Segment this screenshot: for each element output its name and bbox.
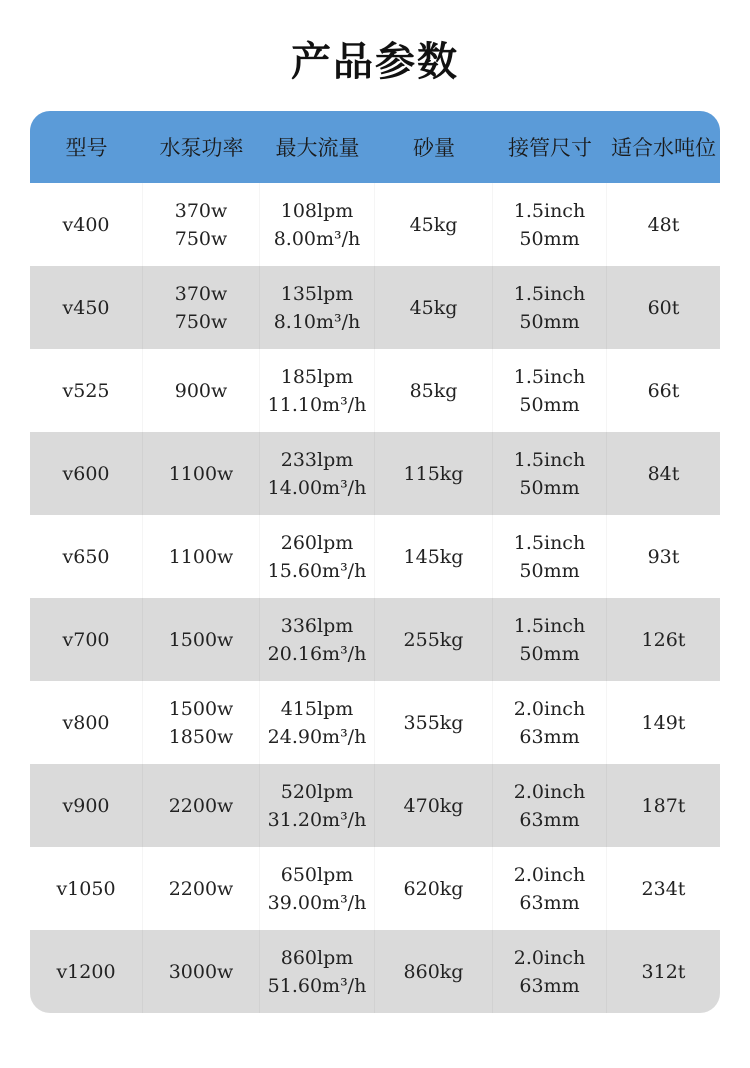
flow-value: 135lpm (280, 282, 354, 305)
capacity-cell (607, 515, 720, 598)
power-cell (143, 266, 260, 349)
flow-cell (260, 266, 375, 349)
table-row (30, 681, 720, 764)
capacity-cell (607, 681, 720, 764)
table-header (30, 111, 720, 183)
flow-cell (260, 515, 375, 598)
pipe-value: 63mm (519, 725, 580, 748)
pipe-value: 63mm (519, 891, 580, 914)
power-value: 1500w (168, 697, 234, 720)
col-header-model: 型号 (65, 136, 108, 160)
power-value: 1850w (168, 725, 234, 748)
capacity-value: 312t (641, 960, 686, 983)
capacity-cell (607, 349, 720, 432)
pipe-cell (493, 930, 607, 1013)
flow-value: 20.16m³/h (267, 642, 367, 665)
flow-value: 860lpm (280, 946, 354, 969)
table-row (30, 930, 720, 1013)
sand-value: 145kg (403, 545, 464, 568)
power-value: 750w (174, 227, 228, 250)
power-value: 900w (174, 379, 228, 402)
flow-value: 260lpm (280, 531, 354, 554)
flow-cell (260, 681, 375, 764)
power-cell (143, 432, 260, 515)
model-value: v700 (62, 628, 110, 651)
col-header-flow: 最大流量 (275, 136, 360, 160)
model-value: v800 (62, 711, 110, 734)
capacity-cell (607, 432, 720, 515)
flow-cell (260, 349, 375, 432)
model-cell (30, 598, 143, 681)
sand-value: 255kg (403, 628, 464, 651)
capacity-value: 149t (641, 711, 686, 734)
flow-value: 520lpm (280, 780, 354, 803)
sand-value: 470kg (403, 794, 464, 817)
sand-cell (375, 432, 493, 515)
pipe-value: 2.0inch (513, 946, 586, 969)
sand-value: 620kg (403, 877, 464, 900)
pipe-cell (493, 432, 607, 515)
pipe-value: 63mm (519, 808, 580, 831)
capacity-value: 126t (641, 628, 686, 651)
sand-cell (375, 681, 493, 764)
pipe-value: 50mm (519, 310, 580, 333)
model-cell (30, 930, 143, 1013)
model-cell (30, 515, 143, 598)
capacity-value: 60t (647, 296, 680, 319)
flow-value: 51.60m³/h (267, 974, 367, 997)
capacity-value: 93t (647, 545, 680, 568)
model-cell (30, 764, 143, 847)
sand-cell (375, 847, 493, 930)
flow-value: 185lpm (280, 365, 354, 388)
pipe-value: 1.5inch (513, 199, 586, 222)
model-cell (30, 266, 143, 349)
capacity-cell (607, 764, 720, 847)
sand-cell (375, 598, 493, 681)
sand-value: 355kg (403, 711, 464, 734)
sand-cell (375, 349, 493, 432)
pipe-value: 1.5inch (513, 448, 586, 471)
flow-value: 650lpm (280, 863, 354, 886)
table-row (30, 432, 720, 515)
flow-value: 336lpm (280, 614, 354, 637)
power-value: 370w (174, 282, 228, 305)
sand-value: 115kg (403, 462, 464, 485)
pipe-value: 1.5inch (513, 531, 586, 554)
capacity-cell (607, 598, 720, 681)
capacity-cell (607, 266, 720, 349)
table-row (30, 847, 720, 930)
power-cell (143, 183, 260, 266)
power-cell (143, 681, 260, 764)
capacity-value: 48t (647, 213, 680, 236)
sand-cell (375, 930, 493, 1013)
col-header-power: 水泵功率 (159, 136, 244, 160)
pipe-value: 2.0inch (513, 863, 586, 886)
pipe-value: 1.5inch (513, 282, 586, 305)
power-cell (143, 515, 260, 598)
pipe-cell (493, 598, 607, 681)
power-value: 1500w (168, 628, 234, 651)
col-header-pipe: 接管尺寸 (508, 136, 592, 160)
table-row (30, 183, 720, 266)
capacity-value: 84t (647, 462, 680, 485)
capacity-cell (607, 930, 720, 1013)
power-value: 2200w (168, 877, 234, 900)
model-value: v400 (62, 213, 110, 236)
col-header-capacity: 适合水吨位 (611, 136, 716, 160)
flow-cell (260, 183, 375, 266)
sand-value: 45kg (409, 296, 458, 319)
table-body (30, 183, 720, 1013)
model-cell (30, 183, 143, 266)
pipe-cell (493, 266, 607, 349)
sand-value: 860kg (403, 960, 464, 983)
power-value: 750w (174, 310, 228, 333)
capacity-cell (607, 183, 720, 266)
flow-value: 39.00m³/h (267, 891, 367, 914)
flow-cell (260, 847, 375, 930)
flow-cell (260, 764, 375, 847)
flow-value: 24.90m³/h (267, 725, 367, 748)
pipe-value: 50mm (519, 642, 580, 665)
pipe-value: 1.5inch (513, 614, 586, 637)
flow-cell (260, 930, 375, 1013)
col-header-sand: 砂量 (413, 136, 455, 160)
table-row (30, 349, 720, 432)
pipe-cell (493, 847, 607, 930)
model-value: v1200 (56, 960, 116, 983)
table-row (30, 764, 720, 847)
capacity-value: 234t (641, 877, 686, 900)
page-title: 产品参数 (291, 39, 459, 85)
model-cell (30, 681, 143, 764)
flow-value: 8.00m³/h (273, 227, 361, 250)
power-cell (143, 764, 260, 847)
sand-cell (375, 183, 493, 266)
power-value: 370w (174, 199, 228, 222)
flow-value: 31.20m³/h (267, 808, 367, 831)
model-value: v1050 (56, 877, 116, 900)
model-cell (30, 432, 143, 515)
pipe-cell (493, 515, 607, 598)
capacity-value: 66t (647, 379, 680, 402)
sand-cell (375, 515, 493, 598)
power-value: 1100w (168, 462, 234, 485)
pipe-cell (493, 183, 607, 266)
flow-value: 108lpm (280, 199, 354, 222)
pipe-cell (493, 681, 607, 764)
capacity-value: 187t (641, 794, 686, 817)
flow-cell (260, 432, 375, 515)
flow-value: 415lpm (280, 697, 354, 720)
power-value: 2200w (168, 794, 234, 817)
pipe-value: 50mm (519, 559, 580, 582)
sand-cell (375, 266, 493, 349)
model-cell (30, 847, 143, 930)
flow-value: 8.10m³/h (273, 310, 361, 333)
pipe-cell (493, 764, 607, 847)
pipe-value: 63mm (519, 974, 580, 997)
pipe-value: 50mm (519, 393, 580, 416)
sand-value: 45kg (409, 213, 458, 236)
power-value: 1100w (168, 545, 234, 568)
pipe-value: 2.0inch (513, 697, 586, 720)
model-value: v525 (62, 379, 110, 402)
power-value: 3000w (168, 960, 234, 983)
flow-cell (260, 598, 375, 681)
capacity-cell (607, 847, 720, 930)
power-cell (143, 930, 260, 1013)
table-row (30, 598, 720, 681)
power-cell (143, 598, 260, 681)
table-row (30, 515, 720, 598)
table-row (30, 266, 720, 349)
pipe-value: 50mm (519, 227, 580, 250)
flow-value: 11.10m³/h (267, 393, 367, 416)
pipe-value: 1.5inch (513, 365, 586, 388)
pipe-value: 50mm (519, 476, 580, 499)
spec-table (30, 111, 720, 1013)
flow-value: 15.60m³/h (267, 559, 367, 582)
model-value: v900 (62, 794, 110, 817)
power-cell (143, 349, 260, 432)
model-value: v650 (62, 545, 110, 568)
pipe-cell (493, 349, 607, 432)
sand-cell (375, 764, 493, 847)
model-cell (30, 349, 143, 432)
sand-value: 85kg (409, 379, 458, 402)
model-value: v450 (62, 296, 110, 319)
pipe-value: 2.0inch (513, 780, 586, 803)
power-cell (143, 847, 260, 930)
flow-value: 233lpm (280, 448, 354, 471)
flow-value: 14.00m³/h (267, 476, 367, 499)
model-value: v600 (62, 462, 110, 485)
